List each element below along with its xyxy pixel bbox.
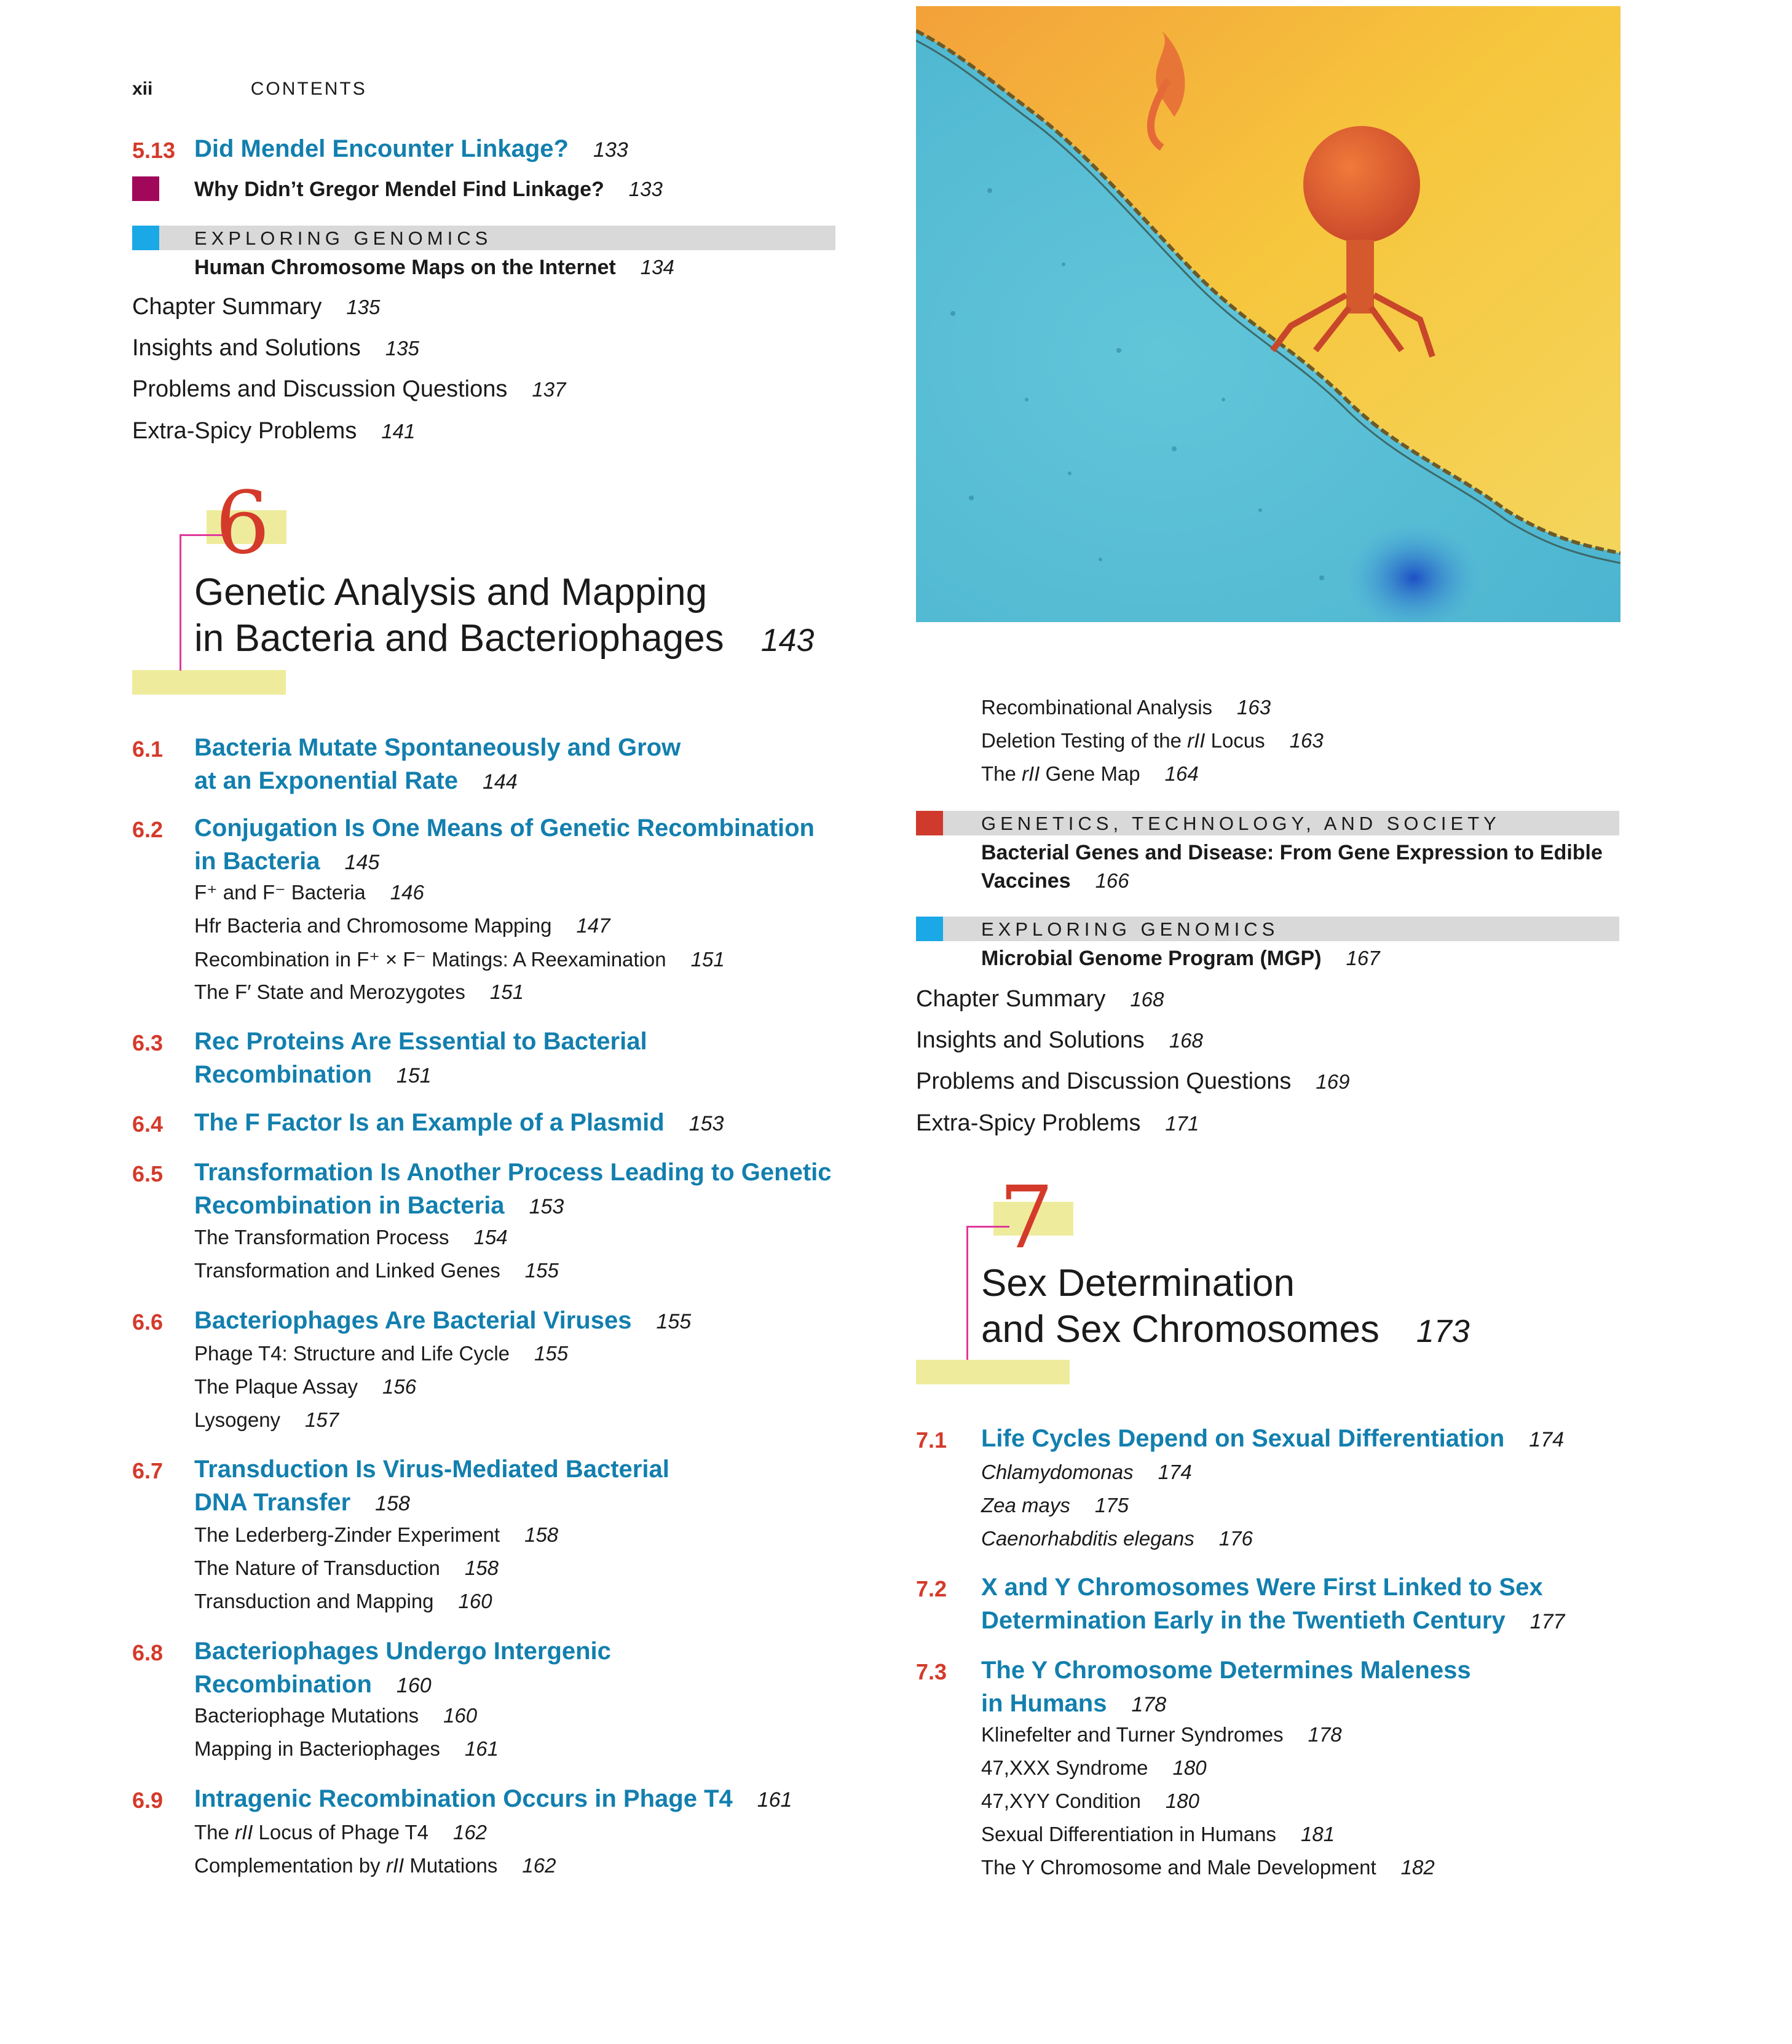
- subsection-text: Hfr Bacteria and Chromosome Mapping: [194, 914, 552, 937]
- section-number: 6.9: [132, 1788, 164, 1813]
- end-item-text: Problems and Discussion Questions: [132, 376, 508, 402]
- subsection-item[interactable]: [981, 1723, 1342, 1746]
- subsection-text: Lysogeny: [194, 1408, 281, 1431]
- end-item-insights[interactable]: [916, 1027, 1203, 1054]
- section-title-7-3[interactable]: [981, 1654, 1471, 1721]
- end-item-chapter-summary[interactable]: [132, 294, 380, 320]
- subsection-item[interactable]: [194, 914, 610, 937]
- page-ref: 158: [375, 1492, 410, 1515]
- chapter-title-line: and Sex Chromosomes: [981, 1308, 1380, 1351]
- page-ref: 137: [532, 378, 566, 401]
- section-title-6-7[interactable]: [194, 1453, 669, 1520]
- subsection-text: Recombination in F⁺ × F⁻ Matings: A Reexamination: [194, 948, 666, 971]
- section-title-7-1[interactable]: [981, 1422, 1564, 1456]
- page-ref: 181: [1300, 1823, 1335, 1845]
- subsection-text: Phage T4: Structure and Life Cycle: [194, 1342, 510, 1365]
- section-title-text: Intragenic Recombination Occurs in Phage T4: [194, 1785, 733, 1812]
- feature-header-label: EXPLORING GENOMICS: [981, 918, 1279, 940]
- section-title-text: Conjugation Is One Means of Genetic Recombination: [194, 815, 815, 842]
- feature-item-text: Human Chromosome Maps on the Internet: [194, 256, 616, 279]
- feature-item-chromosome-maps[interactable]: [194, 253, 674, 282]
- section-title-6-1[interactable]: [194, 731, 681, 799]
- page-number: xii: [132, 79, 153, 99]
- page-ref: 163: [1289, 729, 1324, 752]
- section-title-6-9[interactable]: [194, 1782, 792, 1817]
- subsection-text: Gene Map: [1040, 762, 1140, 785]
- micrograph-illustration: [916, 6, 1620, 622]
- gene-name: rII: [1187, 729, 1206, 752]
- feature-item-mgp[interactable]: [981, 944, 1380, 973]
- page-ref: 146: [390, 881, 424, 904]
- section-title-text: Bacteriophages Are Bacterial Viruses: [194, 1307, 632, 1334]
- section-title-text: Recombination: [194, 1671, 372, 1698]
- section-title-7-2[interactable]: [981, 1571, 1565, 1638]
- subsection-item[interactable]: [981, 1494, 1129, 1517]
- page-ref: 177: [1530, 1610, 1565, 1633]
- box-marker-square: [132, 176, 159, 201]
- subsection-text: The: [194, 1821, 235, 1844]
- page-ref: 156: [382, 1375, 417, 1398]
- page-ref: 164: [1164, 762, 1199, 785]
- running-head: [132, 79, 367, 100]
- feature-item-text: Bacterial Genes and Disease: From Gene Expression to Edible: [981, 841, 1603, 864]
- species-name: Zea mays: [981, 1494, 1070, 1517]
- chapter-title-line: Genetic Analysis and Mapping: [194, 571, 708, 614]
- subsection-item[interactable]: [194, 1557, 499, 1580]
- page-ref: 133: [628, 178, 663, 200]
- subsection-item[interactable]: [194, 1737, 499, 1761]
- subsection-item[interactable]: [194, 1523, 558, 1547]
- page-ref: 151: [396, 1064, 432, 1087]
- section-title-text: at an Exponential Rate: [194, 767, 458, 794]
- subsection-item[interactable]: [194, 947, 725, 971]
- subsection-item[interactable]: [194, 1408, 339, 1432]
- page-ref: 182: [1400, 1856, 1435, 1879]
- section-title-text: Recombination: [194, 1061, 372, 1088]
- subsection-text: Recombinational Analysis: [981, 696, 1213, 719]
- section-title-text: DNA Transfer: [194, 1489, 351, 1516]
- subsection-item[interactable]: [981, 1527, 1253, 1550]
- bacteriophage-micrograph: [916, 6, 1620, 622]
- subsection-item[interactable]: [194, 1342, 568, 1365]
- page-ref: 163: [1237, 696, 1271, 719]
- subsection-item[interactable]: [981, 1461, 1192, 1484]
- end-item-chapter-summary[interactable]: [916, 986, 1164, 1012]
- chapter-bracket-side: [180, 534, 181, 671]
- feature-header-label: GENETICS, TECHNOLOGY, AND SOCIETY: [981, 813, 1501, 834]
- page-ref: 180: [1165, 1789, 1199, 1812]
- subsection-text: The: [981, 762, 1022, 785]
- section-title-6-6[interactable]: [194, 1304, 691, 1338]
- page-ref: 166: [1095, 869, 1129, 892]
- subsection-item[interactable]: [194, 1226, 508, 1249]
- section-number: 7.3: [916, 1659, 947, 1684]
- section-title-6-4[interactable]: [194, 1106, 724, 1140]
- page-ref: 178: [1308, 1723, 1342, 1746]
- subsection-text: The Transformation Process: [194, 1226, 449, 1249]
- subsection-text: Sexual Differentiation in Humans: [981, 1823, 1276, 1845]
- end-item-text: Problems and Discussion Questions: [916, 1068, 1292, 1094]
- page-ref: 155: [656, 1310, 692, 1333]
- page-ref: 153: [529, 1195, 564, 1218]
- subsection-text: Locus of Phage T4: [253, 1821, 428, 1844]
- running-head-label: CONTENTS: [250, 79, 367, 99]
- subsection-text: Mapping in Bacteriophages: [194, 1737, 440, 1760]
- box-item-text: Why Didn’t Gregor Mendel Find Linkage?: [194, 178, 604, 201]
- subsection-item[interactable]: [981, 1789, 1199, 1813]
- page-ref: 176: [1218, 1527, 1253, 1550]
- chapter-yellow-block-bottom: [132, 670, 286, 695]
- page-ref: 175: [1094, 1494, 1129, 1517]
- feature-item-text: Vaccines: [981, 869, 1071, 893]
- page-ref: 162: [452, 1821, 487, 1844]
- subsection-item[interactable]: [981, 729, 1324, 752]
- subsection-text: The F′ State and Merozygotes: [194, 981, 465, 1003]
- subsection-text: Klinefelter and Turner Syndromes: [981, 1723, 1284, 1746]
- subsection-item[interactable]: [194, 1821, 487, 1844]
- page-ref: 171: [1165, 1112, 1199, 1135]
- page-ref: 180: [1172, 1756, 1207, 1779]
- subsection-text: The Nature of Transduction: [194, 1557, 440, 1579]
- end-item-problems[interactable]: [132, 376, 566, 403]
- subsection-text: 47,XXX Syndrome: [981, 1756, 1148, 1779]
- page-ref: 157: [305, 1408, 339, 1431]
- page-ref: 160: [443, 1704, 478, 1727]
- page-ref: 161: [757, 1788, 792, 1812]
- end-item-extra-spicy[interactable]: [132, 418, 415, 444]
- subsection-text: 47,XYY Condition: [981, 1789, 1141, 1812]
- section-title-text: Transduction Is Virus-Mediated Bacterial: [194, 1456, 669, 1483]
- page-ref: 158: [524, 1523, 559, 1546]
- section-number: 6.2: [132, 817, 164, 842]
- section-title-text: in Bacteria: [194, 848, 320, 875]
- page-ref: 144: [482, 770, 518, 794]
- feature-item-text: Microbial Genome Program (MGP): [981, 947, 1322, 970]
- subsection-item[interactable]: [194, 1375, 416, 1399]
- subsection-item[interactable]: [194, 880, 424, 904]
- box-item-mendel[interactable]: [194, 175, 663, 203]
- subsection-item[interactable]: [194, 1854, 556, 1877]
- page-ref: 178: [1131, 1693, 1167, 1716]
- subsection-item[interactable]: [981, 696, 1271, 719]
- chapter-title[interactable]: [981, 1260, 1470, 1355]
- chapter-bracket-side: [966, 1226, 968, 1360]
- page-ref: 174: [1529, 1428, 1565, 1451]
- page-ref: 167: [1346, 947, 1380, 969]
- exploring-marker-square: [132, 226, 159, 250]
- section-number: 6.6: [132, 1309, 164, 1335]
- section-number: 6.3: [132, 1030, 164, 1056]
- page-ref: 174: [1158, 1461, 1192, 1483]
- page-ref: 155: [534, 1342, 569, 1365]
- subsection-item[interactable]: [981, 1823, 1335, 1846]
- page-ref: 169: [1316, 1070, 1350, 1093]
- end-item-text: Chapter Summary: [132, 294, 322, 320]
- page-ref: 143: [760, 623, 815, 658]
- feature-header-label: EXPLORING GENOMICS: [194, 227, 492, 249]
- page-ref: 134: [640, 256, 674, 278]
- end-item-extra-spicy[interactable]: [916, 1110, 1199, 1137]
- subsection-item[interactable]: [981, 1856, 1435, 1879]
- subsection-item[interactable]: [194, 981, 524, 1004]
- subsection-item[interactable]: [194, 1590, 492, 1613]
- page-ref: 160: [458, 1590, 492, 1612]
- subsection-item[interactable]: [981, 1756, 1207, 1780]
- subsection-item[interactable]: [194, 1704, 477, 1727]
- page-ref: 168: [1169, 1029, 1203, 1052]
- page-ref: 162: [522, 1854, 556, 1877]
- subsection-text: F⁺ and F⁻ Bacteria: [194, 881, 366, 904]
- exploring-marker-square: [916, 917, 943, 941]
- end-item-text: Extra-Spicy Problems: [916, 1110, 1141, 1136]
- page-ref: 158: [464, 1557, 499, 1579]
- gene-name: rII: [1022, 762, 1040, 785]
- subsection-text: Transformation and Linked Genes: [194, 1259, 500, 1282]
- section-title-text: in Humans: [981, 1690, 1107, 1717]
- subsection-text: Mutations: [404, 1854, 498, 1877]
- end-item-text: Extra-Spicy Problems: [132, 418, 357, 444]
- page-ref: 133: [593, 138, 628, 162]
- section-title-text: Determination Early in the Twentieth Century: [981, 1607, 1506, 1634]
- page-ref: 151: [489, 981, 524, 1003]
- section-title-text: The Y Chromosome Determines Maleness: [981, 1657, 1471, 1684]
- section-number: 6.8: [132, 1640, 164, 1665]
- subsection-text: Transduction and Mapping: [194, 1590, 434, 1612]
- subsection-text: The Plaque Assay: [194, 1375, 358, 1398]
- page-ref: 173: [1416, 1314, 1470, 1349]
- chapter-number: 6: [215, 473, 270, 574]
- page-ref: 161: [464, 1737, 499, 1760]
- end-item-problems[interactable]: [916, 1068, 1349, 1095]
- chapter-title-line: in Bacteria and Bacteriophages: [194, 617, 724, 660]
- feature-item-bacterial-genes[interactable]: [981, 839, 1603, 895]
- section-title-6-5[interactable]: [194, 1156, 832, 1223]
- subsection-item[interactable]: [194, 1259, 559, 1282]
- chapter-title[interactable]: [194, 569, 814, 664]
- section-number: 6.5: [132, 1161, 164, 1186]
- subsection-text: Locus: [1205, 729, 1265, 752]
- end-item-text: Insights and Solutions: [132, 335, 361, 361]
- section-title-text: Life Cycles Depend on Sexual Differentiation: [981, 1425, 1505, 1452]
- gene-name: rII: [385, 1854, 405, 1877]
- chapter-number: 7: [999, 1168, 1054, 1268]
- page-ref: 155: [524, 1259, 559, 1282]
- end-item-text: Chapter Summary: [916, 986, 1106, 1012]
- subsection-text: Bacteriophage Mutations: [194, 1704, 419, 1727]
- page-ref: 145: [344, 851, 380, 874]
- section-title-text: Bacteria Mutate Spontaneously and Grow: [194, 734, 681, 761]
- page-ref: 160: [396, 1674, 432, 1697]
- page-ref: 151: [690, 948, 725, 971]
- chapter-title-line: Sex Determination: [981, 1262, 1295, 1304]
- species-name: Caenorhabditis elegans: [981, 1527, 1194, 1550]
- section-title-6-3[interactable]: [194, 1025, 647, 1092]
- chapter-yellow-block-bottom: [916, 1360, 1070, 1384]
- section-number: 6.7: [132, 1458, 164, 1483]
- section-number: 7.1: [916, 1427, 947, 1453]
- end-item-insights[interactable]: [132, 335, 419, 361]
- section-title-6-2[interactable]: [194, 811, 815, 879]
- gene-name: rII: [235, 1821, 253, 1844]
- section-title-text: Did Mendel Encounter Linkage?: [194, 135, 569, 162]
- subsection-text: The Lederberg-Zinder Experiment: [194, 1523, 500, 1546]
- species-name: Chlamydomonas: [981, 1461, 1134, 1483]
- section-title-text: Rec Proteins Are Essential to Bacterial: [194, 1028, 647, 1055]
- section-number: 6.4: [132, 1111, 164, 1137]
- end-item-text: Insights and Solutions: [916, 1027, 1145, 1053]
- section-title-text: Transformation Is Another Process Leading to Genetic: [194, 1159, 832, 1186]
- section-title-text: Bacteriophages Undergo Intergenic: [194, 1638, 611, 1665]
- section-title-text: The F Factor Is an Example of a Plasmid: [194, 1109, 665, 1136]
- subsection-item[interactable]: [981, 762, 1199, 786]
- subsection-text: The Y Chromosome and Male Development: [981, 1856, 1376, 1879]
- page-ref: 153: [689, 1112, 724, 1135]
- subsection-text: Complementation by: [194, 1854, 386, 1877]
- page-ref: 141: [381, 420, 416, 443]
- section-title-6-8[interactable]: [194, 1635, 611, 1702]
- section-number: 5.13: [132, 138, 176, 163]
- page-ref: 168: [1130, 988, 1164, 1011]
- section-title-text: Recombination in Bacteria: [194, 1192, 505, 1219]
- page-ref: 147: [576, 914, 610, 937]
- section-title-5-13[interactable]: [194, 132, 628, 167]
- section-number: 6.1: [132, 736, 164, 762]
- page-ref: 154: [473, 1226, 508, 1249]
- gts-marker-square: [916, 811, 943, 835]
- section-title-text: X and Y Chromosomes Were First Linked to Sex: [981, 1574, 1543, 1601]
- subsection-text: Deletion Testing of the: [981, 729, 1188, 752]
- page-ref: 135: [346, 296, 381, 318]
- section-number: 7.2: [916, 1576, 947, 1601]
- page-ref: 135: [385, 337, 419, 360]
